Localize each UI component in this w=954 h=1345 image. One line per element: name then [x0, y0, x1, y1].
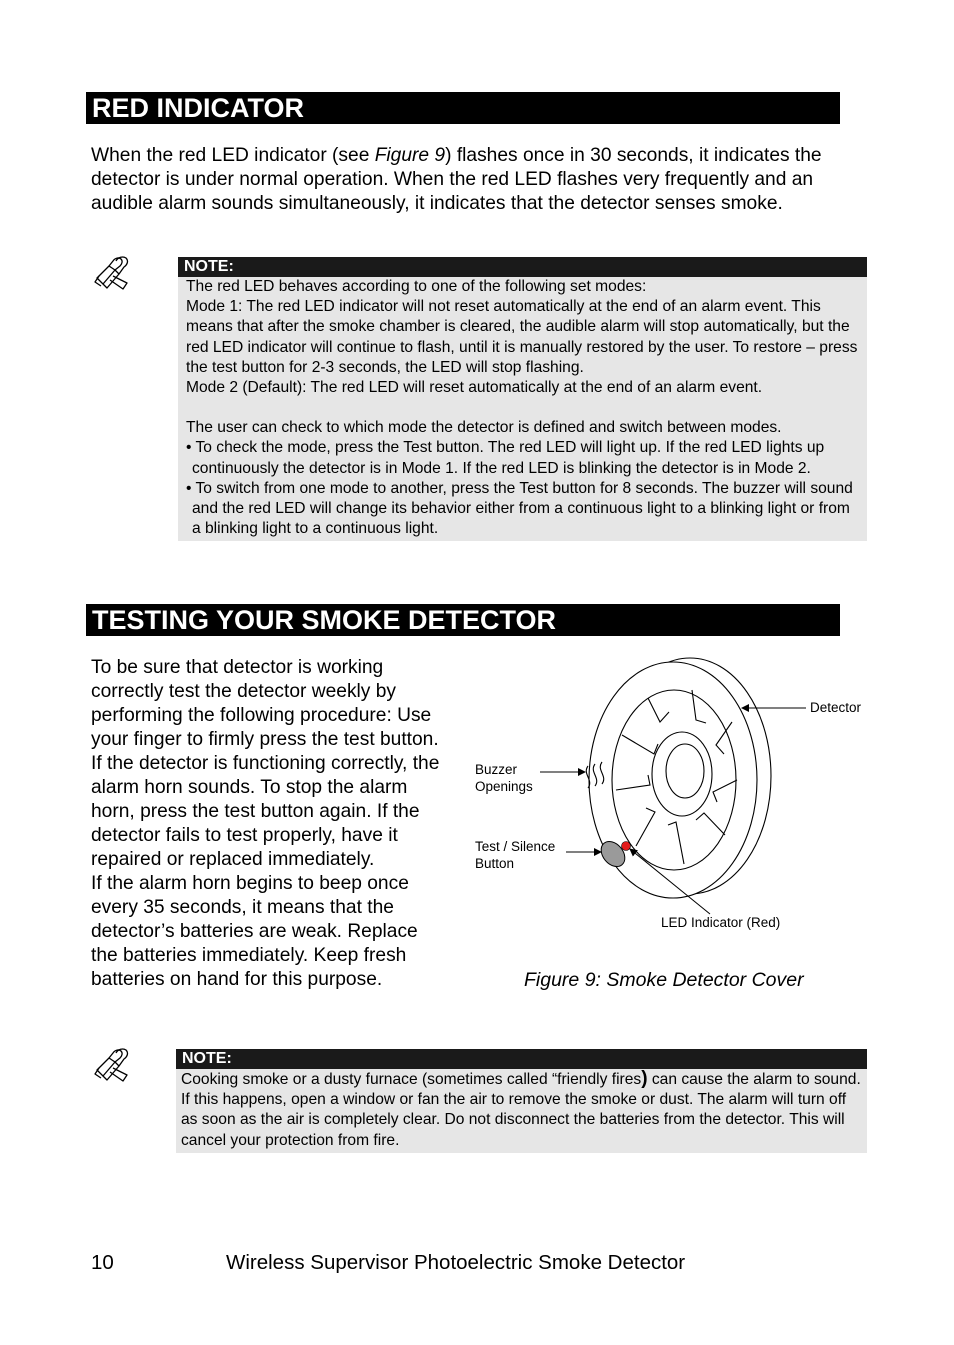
led-indicator-dot — [622, 842, 631, 851]
figure-reference: Figure 9 — [374, 145, 446, 166]
smoke-detector-figure — [470, 650, 870, 950]
note-mode2: Mode 2 (Default): The red LED will reset automatically at the end of an alarm event. — [186, 379, 763, 397]
label-test-line2: Button — [475, 856, 515, 871]
note-bullet-check: • To check the mode, press the Test button. The red LED will light up. If the red LED lights up continuously the detector is in Mode 1. If the red LED is blinking the detector is in Mode 2. — [186, 439, 825, 477]
label-test-silence-button — [475, 838, 555, 872]
red-indicator-intro — [91, 144, 861, 216]
label-led-indicator: LED Indicator (Red) — [661, 915, 781, 930]
label-buzzer-openings — [475, 761, 533, 795]
label-test-line1: Test / Silence — [475, 839, 556, 854]
note-bullet-switch: • To switch from one mode to another, press the Test button for 8 seconds. The buzzer will sound and the red LED will change its behavior either from a continuous light to a blinking light or from a blinking light to a continuous light. — [186, 479, 853, 538]
label-buzzer-line1: Buzzer — [475, 762, 518, 777]
section-heading-red-indicator: RED INDICATOR — [86, 92, 840, 124]
note-spacer — [186, 398, 861, 418]
testing-procedure — [91, 656, 441, 992]
footer-title: Wireless Supervisor Photoelectric Smoke Detector — [226, 1251, 686, 1274]
intro-text-start: When the red LED indicator (see — [91, 145, 375, 166]
label-buzzer-line2: Openings — [475, 779, 533, 794]
note-text-end: can cause the alarm to sound. If this happens, open a window or fan the air to remove the smoke or dust. The alarm will turn off as soon as the air is completely clear. Do not disconnect the batteries from the detector. This will cancel your protection from fire. — [181, 1071, 861, 1149]
intro-text-end: ) flashes once in 30 seconds, it indicates the detector is under normal operation. When the red LED flashes very frequently and an audible alarm sounds simultaneously, it indicates that the detector senses smoke. — [91, 145, 822, 214]
testing-para-batteries: If the alarm horn begins to beep once every 35 seconds, it means that the detector’s batteries are weak. Replace the batteries immediately. Keep fresh batteries on hand for this purpose. — [91, 873, 418, 990]
note-friendly-fires — [176, 1049, 867, 1153]
note-hand-icon — [93, 1044, 137, 1084]
figure-caption: Figure 9: Smoke Detector Cover — [524, 969, 804, 991]
label-detector: Detector — [810, 700, 862, 715]
note-check-intro: The user can check to which mode the detector is defined and switch between modes. — [186, 419, 782, 437]
section-heading-testing: TESTING YOUR SMOKE DETECTOR — [86, 604, 840, 636]
note-line: The red LED behaves according to one of the following set modes: — [186, 278, 647, 295]
note-led-modes — [178, 257, 867, 541]
note-label: NOTE: — [176, 1049, 867, 1069]
note-hand-icon — [93, 252, 137, 292]
note-label: NOTE: — [178, 257, 867, 277]
note-text-start: Cooking smoke or a dusty furnace (sometimes called “friendly fires — [181, 1071, 642, 1088]
testing-para-weekly: To be sure that detector is working correctly test the detector weekly by performing the following procedure: Use your finger to firmly press the test button. If the detector is functioning correctly, the alarm horn sounds. To stop the alarm horn, press the test button again. If the detector fails to test properly, have it repaired or replaced immediately. — [91, 657, 440, 870]
note-friendly-fires-text — [181, 1069, 861, 1151]
note-paren: ) — [641, 1068, 648, 1089]
note-mode1: Mode 1: The red LED indicator will not reset automatically at the end of an alarm event. This means that after the smoke chamber is cleared, the audible alarm will stop automatically, but the red LED indicator will continue to flash, until it is manually restored by the user. To restore – press the test button for 2-3 seconds, the LED will stop flashing. — [186, 298, 858, 376]
page-number: 10 — [91, 1251, 114, 1274]
